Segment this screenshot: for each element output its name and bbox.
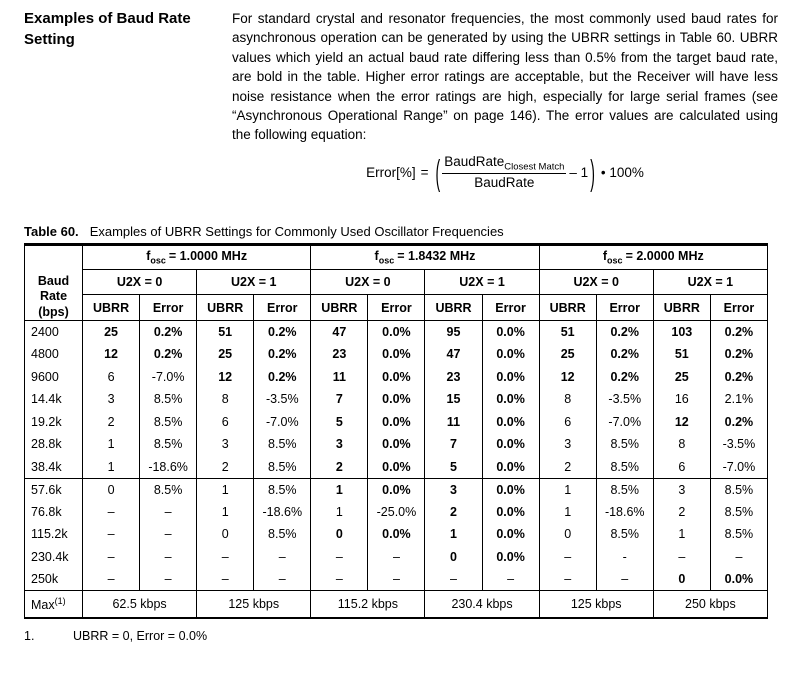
table-row xyxy=(25,478,768,501)
error-cell: -18.6% xyxy=(140,456,197,479)
error-cell: 2.1% xyxy=(710,388,767,411)
ubrr-cell: 12 xyxy=(653,411,710,434)
error-header: Error xyxy=(140,295,197,321)
u2x1-header: U2X = 1 xyxy=(653,270,767,295)
section-heading-line2: Setting xyxy=(24,31,75,48)
error-cell: – xyxy=(140,568,197,591)
ubrr-cell: 103 xyxy=(653,321,710,344)
error-cell: – xyxy=(482,568,539,591)
ubrr-cell: 6 xyxy=(83,366,140,389)
u2x0-header: U2X = 0 xyxy=(539,270,653,295)
error-cell: 0.0% xyxy=(482,343,539,366)
minus-one: – 1 xyxy=(569,164,589,180)
error-header: Error xyxy=(596,295,653,321)
equation-lhs: Error[%] xyxy=(366,164,416,180)
error-cell: – xyxy=(596,568,653,591)
error-cell: – xyxy=(368,568,425,591)
max-label: Max xyxy=(31,597,55,612)
ubrr-cell: 5 xyxy=(425,456,482,479)
u2x1-header: U2X = 1 xyxy=(425,270,539,295)
error-cell: 0.0% xyxy=(482,366,539,389)
fosc-symbol: f xyxy=(602,249,608,264)
freq-header-3 xyxy=(539,245,767,270)
freq-header-2 xyxy=(311,245,539,270)
error-cell: 8.5% xyxy=(710,501,767,524)
baud-rate-cell: 9600 xyxy=(25,366,83,389)
ubrr-cell: 2 xyxy=(311,456,368,479)
error-cell: 8.5% xyxy=(140,388,197,411)
error-cell: 0.0% xyxy=(368,388,425,411)
error-cell: -3.5% xyxy=(710,433,767,456)
error-cell: 0.2% xyxy=(710,411,767,434)
fosc-value: = 2.0000 MHz xyxy=(625,249,704,264)
ubrr-cell: 2 xyxy=(197,456,254,479)
max-label-cell xyxy=(25,591,83,618)
error-cell: 8.5% xyxy=(254,456,311,479)
ubrr-cell: 6 xyxy=(653,456,710,479)
baud-rate-cell: 2400 xyxy=(25,321,83,344)
ubrr-settings-table xyxy=(24,243,768,619)
ubrr-cell: 3 xyxy=(539,433,596,456)
error-cell: 0.0% xyxy=(482,411,539,434)
ubrr-header: UBRR xyxy=(653,295,710,321)
ubrr-cell: 3 xyxy=(425,478,482,501)
table-header xyxy=(25,245,768,321)
error-cell: 0.0% xyxy=(368,478,425,501)
fosc-symbol: f xyxy=(146,249,151,264)
ubrr-cell: 23 xyxy=(425,366,482,389)
u2x0-header: U2X = 0 xyxy=(311,270,425,295)
error-cell: 0.0% xyxy=(482,388,539,411)
ubrr-header: UBRR xyxy=(425,295,482,321)
frequency-header-row xyxy=(25,245,768,270)
ubrr-cell: 6 xyxy=(197,411,254,434)
table-row xyxy=(25,456,768,479)
error-cell: 0.2% xyxy=(596,366,653,389)
ubrr-cell: 51 xyxy=(539,321,596,344)
baud-rate-cell: 19.2k xyxy=(25,411,83,434)
ubrr-header: UBRR xyxy=(311,295,368,321)
fosc-value: = 1.0000 MHz xyxy=(168,249,248,264)
baud-rate-cell: 38.4k xyxy=(25,456,83,479)
error-cell: 8.5% xyxy=(140,433,197,456)
error-cell: 0.2% xyxy=(254,343,311,366)
error-cell: 8.5% xyxy=(710,523,767,546)
table-row xyxy=(25,366,768,389)
ubrr-cell: 7 xyxy=(311,388,368,411)
table-title-text: Examples of UBRR Settings for Commonly Used Oscillator Frequencies xyxy=(89,224,504,239)
ubrr-cell: 2 xyxy=(653,501,710,524)
baud-header-line1: Baud xyxy=(37,273,70,288)
error-cell: 0.2% xyxy=(596,343,653,366)
error-cell: 0.0% xyxy=(710,568,767,591)
error-cell: 0.0% xyxy=(482,546,539,569)
ubrr-cell: 3 xyxy=(197,433,254,456)
ubrr-cell: – xyxy=(83,568,140,591)
ubrr-cell: 25 xyxy=(83,321,140,344)
ubrr-cell: 23 xyxy=(311,343,368,366)
ubrr-cell: 8 xyxy=(197,388,254,411)
table-row xyxy=(25,388,768,411)
table-body xyxy=(25,321,768,591)
ubrr-cell: 0 xyxy=(653,568,710,591)
numerator-text: BaudRate xyxy=(444,153,505,169)
table-row xyxy=(25,321,768,344)
ubrr-cell: – xyxy=(311,568,368,591)
max-value-cell: 125 kbps xyxy=(197,591,311,618)
error-cell: 0.0% xyxy=(368,343,425,366)
error-cell: 8.5% xyxy=(254,478,311,501)
error-cell: -18.6% xyxy=(596,501,653,524)
ubrr-cell: 15 xyxy=(425,388,482,411)
baud-header-line3: (bps) xyxy=(38,304,69,319)
ubrr-cell: 6 xyxy=(539,411,596,434)
baud-rate-cell: 4800 xyxy=(25,343,83,366)
error-cell: 0.2% xyxy=(254,366,311,389)
error-cell: 0.0% xyxy=(482,433,539,456)
footnote-number: 1. xyxy=(24,629,35,643)
error-cell: 8.5% xyxy=(254,523,311,546)
ubrr-cell: 11 xyxy=(425,411,482,434)
error-cell: 0.0% xyxy=(368,433,425,456)
equals-sign: = xyxy=(420,164,429,180)
ubrr-cell: 25 xyxy=(197,343,254,366)
error-cell: -3.5% xyxy=(254,388,311,411)
ubrr-cell: 51 xyxy=(197,321,254,344)
error-cell: 8.5% xyxy=(140,411,197,434)
ubrr-cell: – xyxy=(83,501,140,524)
ubrr-cell: 3 xyxy=(653,478,710,501)
ubrr-header: UBRR xyxy=(83,295,140,321)
error-cell: -7.0% xyxy=(710,456,767,479)
error-cell: 0.0% xyxy=(482,523,539,546)
max-value-cell: 125 kbps xyxy=(539,591,653,618)
error-cell: – xyxy=(140,523,197,546)
ubrr-cell: – xyxy=(83,546,140,569)
ubrr-cell: 2 xyxy=(425,501,482,524)
ubrr-cell: 8 xyxy=(653,433,710,456)
close-paren: ) xyxy=(590,152,595,192)
fraction-denominator: BaudRate xyxy=(474,175,535,191)
footnote-text: UBRR = 0, Error = 0.0% xyxy=(73,629,208,643)
ubrr-cell: 0 xyxy=(83,478,140,501)
table-title xyxy=(24,224,504,239)
ubrr-cell: 1 xyxy=(539,478,596,501)
table-row xyxy=(25,343,768,366)
ubrr-cell: – xyxy=(539,568,596,591)
ubrr-cell: 1 xyxy=(425,523,482,546)
error-cell: 0.2% xyxy=(710,366,767,389)
ubrr-cell: – xyxy=(83,523,140,546)
ubrr-cell: 95 xyxy=(425,321,482,344)
ubrr-cell: 1 xyxy=(197,478,254,501)
error-cell: -25.0% xyxy=(368,501,425,524)
equation-fraction xyxy=(442,154,566,191)
ubrr-cell: 12 xyxy=(83,343,140,366)
error-cell: 0.0% xyxy=(482,456,539,479)
open-paren: ( xyxy=(435,152,441,192)
fosc-subscript: osc xyxy=(150,255,166,266)
ubrr-cell: – xyxy=(425,568,482,591)
error-cell: 0.2% xyxy=(140,343,197,366)
ubrr-cell: 12 xyxy=(197,366,254,389)
equation-multiplier: • 100% xyxy=(600,164,644,180)
error-equation xyxy=(232,146,778,198)
ubrr-cell: – xyxy=(653,546,710,569)
error-cell: – xyxy=(254,568,311,591)
fosc-subscript: osc xyxy=(378,255,395,266)
ubrr-cell: 0 xyxy=(425,546,482,569)
error-cell: 0.2% xyxy=(140,321,197,344)
error-cell: 8.5% xyxy=(596,523,653,546)
ubrr-cell: 2 xyxy=(83,411,140,434)
ubrr-cell: 51 xyxy=(653,343,710,366)
error-cell: 0.0% xyxy=(368,523,425,546)
table-row xyxy=(25,568,768,591)
section-heading xyxy=(24,8,224,50)
ubrr-cell: 1 xyxy=(197,501,254,524)
error-cell: 8.5% xyxy=(254,433,311,456)
baud-rate-cell: 57.6k xyxy=(25,478,83,501)
baud-rate-cell: 230.4k xyxy=(25,546,83,569)
baud-rate-cell: 14.4k xyxy=(25,388,83,411)
ubrr-cell: 47 xyxy=(425,343,482,366)
ubrr-cell: 5 xyxy=(311,411,368,434)
ubrr-cell: 1 xyxy=(83,456,140,479)
baud-rate-header xyxy=(25,245,83,321)
ubrr-cell: 7 xyxy=(425,433,482,456)
error-cell: - xyxy=(596,546,653,569)
freq-header-1 xyxy=(83,245,311,270)
ubrr-cell: 12 xyxy=(539,366,596,389)
error-cell: -7.0% xyxy=(140,366,197,389)
ubrr-cell: 3 xyxy=(311,433,368,456)
ubrr-cell: 1 xyxy=(539,501,596,524)
ubrr-cell: 47 xyxy=(311,321,368,344)
numerator-subscript: Closest Match xyxy=(504,161,565,173)
table-row xyxy=(25,546,768,569)
error-cell: -7.0% xyxy=(596,411,653,434)
ubrr-cell: 25 xyxy=(653,366,710,389)
error-cell: 0.0% xyxy=(368,456,425,479)
error-cell: – xyxy=(254,546,311,569)
ubrr-error-header-row xyxy=(25,295,768,321)
error-cell: 8.5% xyxy=(596,478,653,501)
error-cell: 0.0% xyxy=(482,478,539,501)
ubrr-cell: 3 xyxy=(83,388,140,411)
error-cell: 0.0% xyxy=(368,411,425,434)
error-cell: – xyxy=(140,501,197,524)
table-row xyxy=(25,411,768,434)
fosc-value: = 1.8432 MHz xyxy=(397,249,476,264)
error-cell: 0.2% xyxy=(710,321,767,344)
fosc-symbol: f xyxy=(374,249,379,264)
footnote-ref: (1) xyxy=(54,595,66,606)
table-number-label: Table 60. xyxy=(24,224,79,239)
baud-rate-cell: 250k xyxy=(25,568,83,591)
table-footer xyxy=(25,591,768,618)
u2x1-header: U2X = 1 xyxy=(197,270,311,295)
fosc-subscript: osc xyxy=(607,255,623,266)
baud-rate-cell: 76.8k xyxy=(25,501,83,524)
ubrr-cell: 16 xyxy=(653,388,710,411)
error-cell: – xyxy=(140,546,197,569)
table-row xyxy=(25,501,768,524)
u2x-header-row xyxy=(25,270,768,295)
error-cell: -18.6% xyxy=(254,501,311,524)
table-row xyxy=(25,433,768,456)
error-header: Error xyxy=(482,295,539,321)
error-cell: 0.2% xyxy=(596,321,653,344)
baud-rate-cell: 115.2k xyxy=(25,523,83,546)
error-cell: 0.0% xyxy=(368,366,425,389)
u2x0-header: U2X = 0 xyxy=(83,270,197,295)
error-cell: – xyxy=(710,546,767,569)
error-cell: 0.0% xyxy=(482,321,539,344)
max-value-cell: 62.5 kbps xyxy=(83,591,197,618)
error-cell: 0.0% xyxy=(368,321,425,344)
ubrr-cell: 0 xyxy=(311,523,368,546)
error-cell: 0.0% xyxy=(482,501,539,524)
ubrr-cell: 0 xyxy=(197,523,254,546)
error-cell: 8.5% xyxy=(596,433,653,456)
ubrr-cell: – xyxy=(197,568,254,591)
ubrr-header: UBRR xyxy=(197,295,254,321)
max-row xyxy=(25,591,768,618)
error-cell: 8.5% xyxy=(710,478,767,501)
ubrr-cell: 2 xyxy=(539,456,596,479)
error-cell: – xyxy=(368,546,425,569)
error-cell: -7.0% xyxy=(254,411,311,434)
ubrr-cell: – xyxy=(197,546,254,569)
ubrr-cell: 25 xyxy=(539,343,596,366)
baud-header-line2: Rate xyxy=(39,289,68,303)
error-header: Error xyxy=(254,295,311,321)
error-cell: 0.2% xyxy=(710,343,767,366)
intro-paragraph: For standard crystal and resonator frequencies, the most commonly used baud rates for asynchronous operation can be generated by using the UBRR settings in Table 60. UBRR values which yield an actual baud rate differing less than 0.5% from the target baud rate, are bold in the table. Higher error ratings are acceptable, but the Receiver will have less noise resistance when the error ratings are high, especially for large serial frames (see “Asynchronous Operational Range” on page 146). The error values are calculated using the following equation: xyxy=(232,11,778,143)
error-cell: 8.5% xyxy=(596,456,653,479)
ubrr-cell: 1 xyxy=(83,433,140,456)
ubrr-cell: 0 xyxy=(539,523,596,546)
ubrr-cell: 1 xyxy=(311,478,368,501)
ubrr-cell: 1 xyxy=(653,523,710,546)
error-header: Error xyxy=(710,295,767,321)
baud-rate-cell: 28.8k xyxy=(25,433,83,456)
ubrr-cell: – xyxy=(311,546,368,569)
table-footnote xyxy=(24,629,207,643)
ubrr-cell: 11 xyxy=(311,366,368,389)
ubrr-cell: – xyxy=(539,546,596,569)
ubrr-header: UBRR xyxy=(539,295,596,321)
max-value-cell: 230.4 kbps xyxy=(425,591,539,618)
error-cell: -3.5% xyxy=(596,388,653,411)
max-value-cell: 250 kbps xyxy=(653,591,767,618)
table-row xyxy=(25,523,768,546)
error-cell: 8.5% xyxy=(140,478,197,501)
max-value-cell: 115.2 kbps xyxy=(311,591,425,618)
section-heading-line1: Examples of Baud Rate xyxy=(24,10,191,27)
ubrr-cell: 1 xyxy=(311,501,368,524)
ubrr-cell: 8 xyxy=(539,388,596,411)
error-cell: 0.2% xyxy=(254,321,311,344)
error-header: Error xyxy=(368,295,425,321)
fraction-numerator xyxy=(442,154,566,175)
